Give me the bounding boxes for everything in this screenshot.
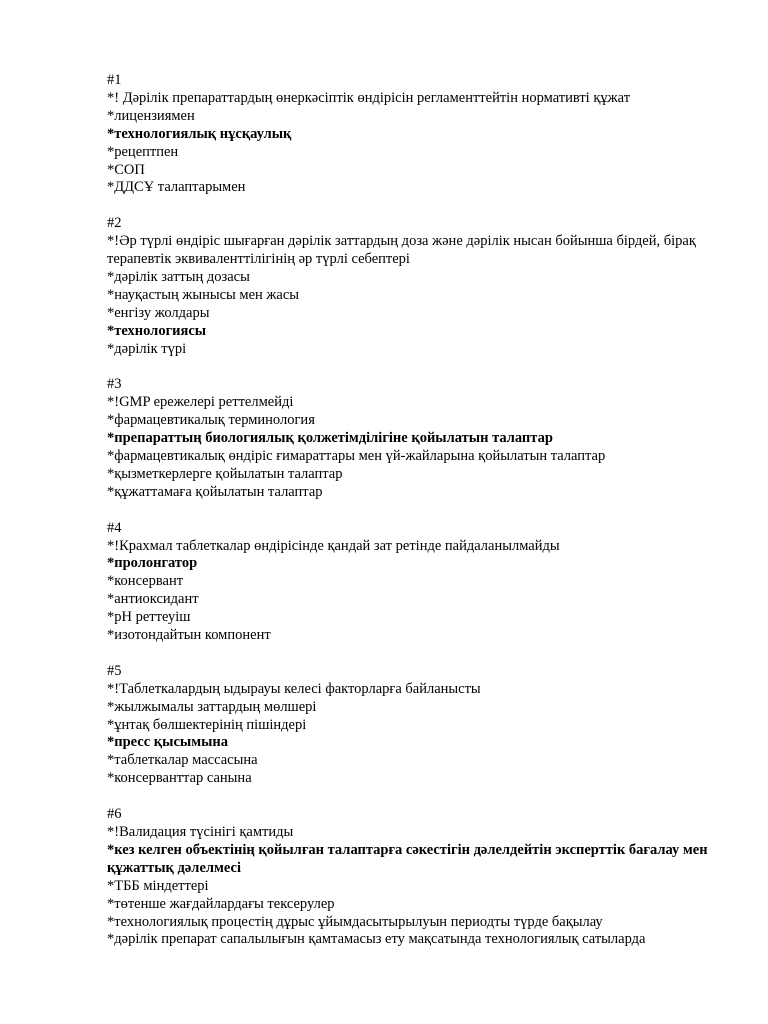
- answer-option: *фармацевтикалық өндіріс ғимараттары мен үй-жайларына қойылатын талаптар: [107, 448, 606, 464]
- answer-option: *жылжымалы заттардың мөлшері: [107, 698, 317, 715]
- answer-option-correct: *технологиялық нұсқаулық: [107, 125, 292, 142]
- answer-option: *ДДСҰ талаптарымен: [107, 179, 246, 196]
- answer-option-correct: *пресс қысымына: [107, 734, 229, 751]
- answer-option: *науқастың жынысы мен жасы: [107, 286, 300, 303]
- question-number: #4: [107, 519, 122, 536]
- question-block: [107, 663, 727, 788]
- document-page: [107, 72, 727, 967]
- answer-option: *технологиялық процестің дұрыс ұйымдасытырылуын периодты түрде бақылау: [107, 913, 603, 930]
- answer-option: *дәрілік препарат сапалылығын қамтамасыз ету мақсатында технологиялық сатыларда: [107, 931, 646, 948]
- answer-option: *изотондайтын компонент: [107, 627, 271, 644]
- answer-option: *рецептпен: [107, 143, 179, 160]
- answer-option: *дәрілік заттың дозасы: [107, 268, 250, 285]
- question-prompt: *!Валидация түсінігі қамтиды: [107, 823, 294, 840]
- answer-option: *таблеткалар массасына: [107, 752, 258, 769]
- answer-option: *енгізу жолдары: [107, 304, 210, 321]
- question-number: #3: [107, 376, 122, 393]
- answer-option: *лицензиямен: [107, 107, 195, 124]
- answer-option: *консерванттар санына: [107, 770, 252, 787]
- answer-option-correct: *препараттың биологиялық қолжетімділігіне қойылатын талаптар: [107, 430, 553, 447]
- question-block: [107, 72, 727, 197]
- question-block: [107, 376, 727, 501]
- answer-option: *pH реттеуіш: [107, 609, 191, 626]
- question-prompt: *!GMP ережелері реттелмейді: [107, 394, 294, 411]
- question-prompt: *!Крахмал таблеткалар өндірісінде қандай зат ретінде пайдаланылмайды: [107, 537, 560, 554]
- answer-option: *төтенше жағдайлардағы тексерулер: [107, 895, 335, 912]
- answer-option-correct: *пролонгатор: [107, 555, 198, 572]
- question-block: [107, 215, 727, 358]
- question-prompt: *!Әр түрлі өндіріс шығарған дәрілік заттардың доза және дәрілік нысан бойынша бірдей, бірақ терапевтік эквиваленттілігінің әр түрлі себептері: [107, 233, 696, 268]
- answer-option: *ұнтақ бөлшектерінің пішіндері: [107, 716, 307, 733]
- answer-option: *СОП: [107, 161, 145, 178]
- answer-option-correct: *технологиясы: [107, 322, 207, 339]
- answer-option: *қызметкерлерге қойылатын талаптар: [107, 465, 343, 482]
- question-number: #6: [107, 806, 122, 823]
- question-prompt: *! Дәрілік препараттардың өнеркәсіптік өндірісін регламенттейтін нормативті құжат: [107, 89, 631, 106]
- question-number: #2: [107, 215, 122, 232]
- question-number: #5: [107, 662, 122, 679]
- question-prompt: *!Таблеткалардың ыдырауы келесі факторларға байланысты: [107, 680, 481, 697]
- answer-option: *құжаттамаға қойылатын талаптар: [107, 483, 323, 500]
- answer-option: *фармацевтикалық терминология: [107, 412, 315, 429]
- answer-option: *консервант: [107, 573, 184, 590]
- answer-option: *антиоксидант: [107, 591, 199, 608]
- answer-option: *дәрілік түрі: [107, 340, 187, 357]
- question-block: [107, 806, 727, 949]
- question-number: #1: [107, 72, 122, 88]
- question-block: [107, 520, 727, 645]
- answer-option: *ТББ міндеттері: [107, 877, 209, 894]
- answer-option-correct: *кез келген объектінің қойылған талаптарға сәкестігін дәлелдейтін эксперттік бағалау мен құжаттық дәлелмесі: [107, 841, 708, 876]
